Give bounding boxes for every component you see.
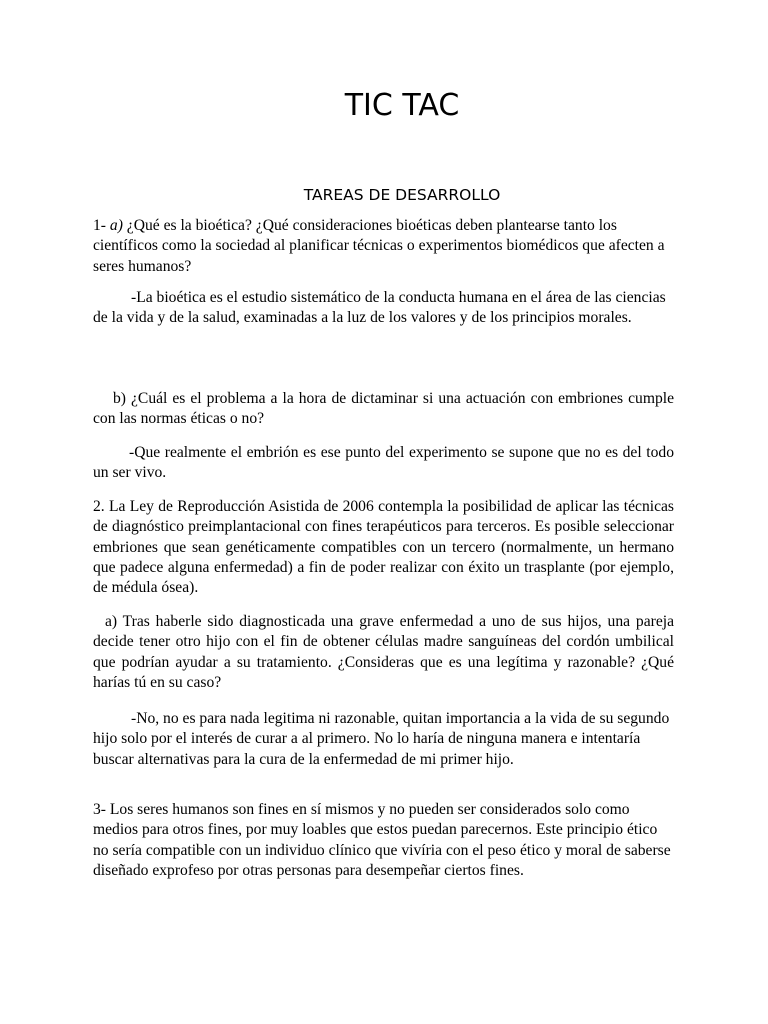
question-1a-text: ¿Qué es la bioética? ¿Qué consideraciones bioéticas deben plantearse tanto los científicos como la sociedad al planificar técnicas o experimentos biomédicos que afecten a seres humanos? [93, 217, 665, 275]
answer-1a: -La bioética es el estudio sistemático de la conducta humana en el área de las ciencias de la vida y de la salud, examinadas a la luz de los valores y de los principios morales. [93, 289, 666, 327]
question-2: 2. La Ley de Reproducción Asistida de 2006 contempla la posibilidad de aplicar las técnicas de diagnóstico preimplantacional con fines terapéuticos para terceros. Es posible seleccionar embriones que sean genéticamente compatibles con un tercero (normalmente, un hermano que padece alguna enfermedad) a fin de poder realizar con éxito un trasplante (por ejemplo, de médula ósea). [93, 498, 674, 597]
question-1a-letter: a) [109, 217, 123, 234]
question-1b: b) ¿Cuál es el problema a la hora de dictaminar si una actuación con embriones cumple con las normas éticas o no? [93, 390, 674, 428]
answer-1b: -Que realmente el embrión es ese punto del experimento se supone que no es del todo un ser vivo. [93, 444, 674, 482]
document-subtitle: TAREAS DE DESARROLLO [303, 186, 501, 204]
document-title: TIC TAC [344, 88, 460, 123]
question-1a [93, 216, 674, 277]
question-3: 3- Los seres humanos son fines en sí mismos y no pueden ser considerados solo como medios para otros fines, por muy loables que estos puedan parecernos. Este principio ético no sería compatible con un individuo clínico que vivíria con el peso ético y moral de saberse diseñado exprofeso por otras personas para desempeñar ciertos fines. [93, 801, 671, 879]
question-1a-number: 1- [93, 217, 110, 234]
document-page [93, 0, 674, 1024]
answer-2a: -No, no es para nada legitima ni razonable, quitan importancia a la vida de su segundo hijo solo por el interés de curar a al primero. No lo haría de ninguna manera e intentaría buscar alternativas para la cura de la enfermedad de mi primer hijo. [93, 710, 670, 768]
question-2a: a) Tras haberle sido diagnosticada una grave enfermedad a uno de sus hijos, una pareja decide tener otro hijo con el fin de obtener células madre sanguíneas del cordón umbilical que podrían ayudar a su tratamiento. ¿Consideras que es una legítima y razonable? ¿Qué harías tú en su caso? [93, 613, 674, 691]
